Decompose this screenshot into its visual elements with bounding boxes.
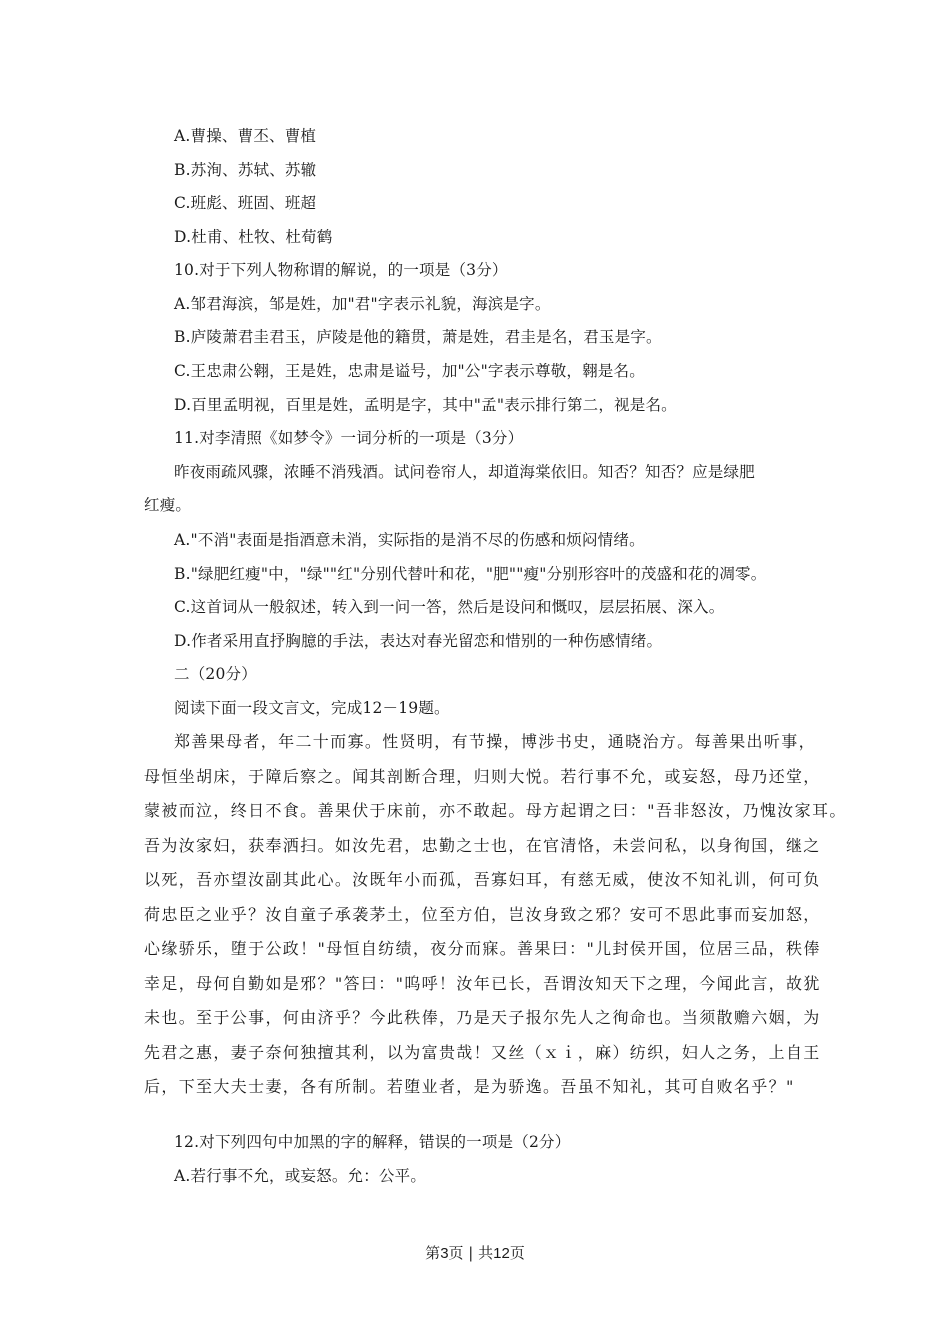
option-line: D.杜甫、杜牧、杜荀鹤	[174, 228, 333, 246]
passage-line: 未也。至于公事，何由济乎？今此秩俸，乃是天子报尔先人之徇命也。当须散赡六姻，为	[144, 1008, 821, 1027]
option-line: D.百里孟明视，百里是姓，孟明是字，其中"孟"表示排行第二，视是名。	[174, 396, 677, 414]
passage-line: 荷忠臣之业乎？汝自童子承袭茅土，位至方伯，岂汝身致之邪？安可不思此事而妄加怒，	[144, 905, 821, 924]
total-page-number: 12	[493, 1245, 510, 1262]
passage-line: 郑善果母者，年二十而寡。性贤明，有节操，博涉书史，通晓治方。每善果出听事，	[174, 732, 816, 751]
footer-suffix: 页	[509, 1244, 525, 1262]
passage-line: 以死，吾亦望汝副其此心。汝既年小而孤，吾寡妇耳，有慈无威，使汝不知礼训，何可负	[144, 870, 821, 889]
page-footer	[0, 1243, 950, 1264]
option-line: A.曹操、曹丕、曹植	[174, 127, 317, 145]
option-line: B.庐陵萧君圭君玉，庐陵是他的籍贯，萧是姓，君圭是名，君玉是字。	[174, 328, 662, 346]
passage-line: 蒙被而泣，终日不食。善果伏于床前，亦不敢起。母方起谓之曰："吾非怒汝，乃愧汝家耳。	[144, 801, 847, 820]
passage-line: 母恒坐胡床，于障后察之。闻其剖断合理，归则大悦。若行事不允，或妄怒，母乃还堂，	[144, 767, 821, 786]
option-line: B."绿肥红瘦"中，"绿""红"分别代替叶和花，"肥""瘦"分别形容叶的茂盛和花的凋零。	[174, 565, 767, 583]
question-heading: 10.对于下列人物称谓的解说，的一项是（3分）	[174, 261, 508, 279]
question-heading: 11.对李清照《如梦令》一词分析的一项是（3分）	[174, 429, 524, 447]
section-instruction: 阅读下面一段文言文，完成12－19题。	[174, 699, 450, 717]
footer-prefix: 第	[425, 1244, 441, 1262]
passage-line: 幸足，母何自勤如是邪？"答曰："呜呼！汝年已长，吾谓汝知天下之理，今闻此言，故犹	[144, 974, 821, 993]
option-line: C.王忠肃公翱，王是姓，忠肃是谥号，加"公"字表示尊敬，翱是名。	[174, 362, 645, 380]
passage-line: 先君之惠，妻子奈何独擅其利，以为富贵哉！又丝（ｘｉ，麻）纺织，妇人之务，上自王	[144, 1043, 821, 1062]
option-line: A.若行事不允，或妄怒。允：公平。	[174, 1167, 427, 1185]
poem-line: 昨夜雨疏风骤，浓睡不消残酒。试问卷帘人，却道海棠依旧。知否？知否？应是绿肥	[174, 463, 755, 481]
footer-mid: 页 | 共	[448, 1244, 494, 1262]
passage-line: 心缘骄乐，堕于公政！"母恒自纺绩，夜分而寐。善果曰："儿封侯开国，位居三品，秩俸	[144, 939, 821, 958]
option-line: A."不消"表面是指酒意未消，实际指的是消不尽的伤感和烦闷情绪。	[174, 531, 645, 549]
section-heading: 二（20分）	[174, 665, 257, 683]
current-page-number: 3	[440, 1245, 449, 1262]
option-line: C.班彪、班固、班超	[174, 194, 317, 212]
option-line: C.这首词从一般叙述，转入到一问一答，然后是设问和慨叹，层层拓展、深入。	[174, 598, 725, 616]
passage-line: 后，下至大夫士妻，各有所制。若堕业者，是为骄逸。吾虽不知礼，其可自败名乎？"	[144, 1077, 795, 1096]
passage-line: 吾为汝家妇，获奉洒扫。如汝先君，忠勤之士也，在官清恪，未尝问私，以身徇国，继之	[144, 836, 821, 855]
option-line: A.邹君海滨，邹是姓，加"君"字表示礼貌，海滨是字。	[174, 295, 551, 313]
question-heading: 12.对下列四句中加黑的字的解释，错误的一项是（2分）	[174, 1133, 571, 1151]
option-line: D.作者采用直抒胸臆的手法，表达对春光留恋和惜别的一种伤感情绪。	[174, 632, 663, 650]
poem-line: 红瘦。	[144, 496, 192, 514]
option-line: B.苏洵、苏轼、苏辙	[174, 161, 317, 179]
